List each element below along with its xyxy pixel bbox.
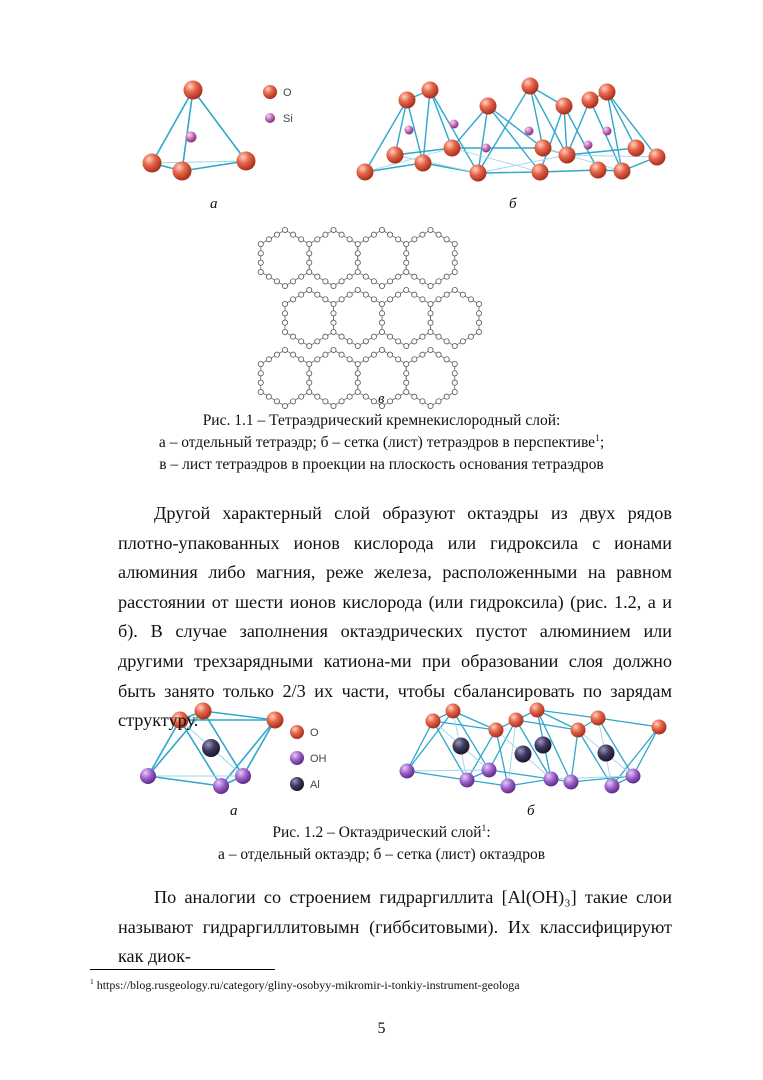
net-node: [363, 357, 368, 362]
net-node: [387, 334, 392, 339]
net-node: [315, 394, 320, 399]
net-node: [299, 237, 304, 242]
net-node: [323, 297, 328, 302]
net-node: [339, 232, 344, 237]
net-node: [266, 394, 271, 399]
net-node: [282, 347, 287, 352]
figure1-caption-line1: Рис. 1.1 – Тетраэдрический кремнекислородный слой:: [202, 412, 561, 429]
net-node: [371, 297, 376, 302]
net-node: [323, 232, 328, 237]
net-node: [452, 380, 457, 385]
net-node: [347, 394, 352, 399]
net-node: [282, 301, 287, 306]
net-node: [331, 283, 336, 288]
net-node: [444, 357, 449, 362]
net-node: [468, 334, 473, 339]
net-node: [282, 329, 287, 334]
net-node: [282, 227, 287, 232]
figure2-caption-line2: а – отдельный октаэдр; б – сетка (лист) октаэдров: [217, 846, 546, 863]
net-node: [339, 334, 344, 339]
net-node: [355, 371, 360, 376]
net-node: [355, 269, 360, 274]
net-node: [323, 352, 328, 357]
net-node: [266, 274, 271, 279]
net-node: [396, 357, 401, 362]
net-node: [387, 232, 392, 237]
net-node: [460, 339, 465, 344]
net-node: [307, 241, 312, 246]
figure1-caption: [0, 410, 763, 476]
net-node: [347, 292, 352, 297]
net-node: [444, 339, 449, 344]
net-node: [404, 361, 409, 366]
net-node: [371, 352, 376, 357]
net-node: [274, 352, 279, 357]
net-node: [274, 279, 279, 284]
figure1-legend: [263, 85, 293, 125]
net-node: [436, 334, 441, 339]
net-node: [371, 399, 376, 404]
net-node: [444, 237, 449, 242]
net-node: [387, 352, 392, 357]
figure2-label-b: б: [527, 803, 535, 819]
page-number: 5: [377, 1020, 386, 1037]
silicon-legend-icon: [265, 113, 275, 123]
net-node: [452, 287, 457, 292]
net-node: [476, 311, 481, 316]
net-node: [307, 343, 312, 348]
net-node: [412, 339, 417, 344]
net-node: [355, 260, 360, 265]
net-node: [396, 274, 401, 279]
net-node: [436, 279, 441, 284]
body-paragraph-1: Другой характерный слой образуют октаэдры из двух рядов плотно-упакованных ионов кислорода или гидроксила с ионами алюминия либо магния, реже железа, расположенными на равном расстоянии от шести ионов кислорода (или гидроксила) (рис. 1.2, а и б). В случае заполнения октаэдрических пустот алюминием или другими трехзарядными катиона-ми при образовании слоя должно быть занято только 2/3 их части, чтобы сбалансировать по зарядам структуру.: [118, 503, 672, 731]
net-node: [258, 251, 263, 256]
net-node: [371, 279, 376, 284]
net-node: [428, 329, 433, 334]
net-node: [290, 297, 295, 302]
net-node: [371, 334, 376, 339]
figure1-caption-line3: в – лист тетраэдров в проекции на плоскость основания тетраэдров: [159, 456, 604, 473]
net-node: [355, 287, 360, 292]
net-node: [363, 292, 368, 297]
net-node: [404, 389, 409, 394]
net-node: [396, 394, 401, 399]
net-node: [363, 394, 368, 399]
net-node: [428, 320, 433, 325]
net-node: [396, 339, 401, 344]
net-node: [282, 283, 287, 288]
net-node: [436, 399, 441, 404]
net-node: [307, 251, 312, 256]
net-node: [452, 371, 457, 376]
net-node: [299, 292, 304, 297]
net-node: [444, 394, 449, 399]
net-node: [315, 357, 320, 362]
net-node: [299, 394, 304, 399]
tetrahedron-diagram: [143, 81, 256, 181]
net-node: [452, 269, 457, 274]
net-node: [266, 357, 271, 362]
net-node: [452, 260, 457, 265]
net-node: [412, 357, 417, 362]
figure2-label-a: а: [230, 803, 238, 819]
net-node: [404, 371, 409, 376]
net-node: [274, 232, 279, 237]
legend-al-label: Al: [310, 779, 320, 791]
net-node: [282, 311, 287, 316]
net-node: [355, 361, 360, 366]
net-node: [290, 334, 295, 339]
legend-o-label: O: [310, 727, 319, 739]
net-node: [331, 347, 336, 352]
net-node: [420, 399, 425, 404]
net-node: [476, 320, 481, 325]
net-node: [404, 343, 409, 348]
net-node: [315, 237, 320, 242]
figure1-label-v: в: [378, 391, 385, 407]
net-node: [331, 227, 336, 232]
net-node: [299, 357, 304, 362]
net-node: [379, 227, 384, 232]
net-node: [379, 283, 384, 288]
net-node: [347, 274, 352, 279]
net-node: [404, 287, 409, 292]
net-node: [452, 251, 457, 256]
figure2-caption-line1: Рис. 1.2 – Октаэдрический слой$^1$:: [272, 822, 491, 841]
net-node: [420, 352, 425, 357]
net-node: [404, 251, 409, 256]
net-node: [452, 241, 457, 246]
net-node: [396, 237, 401, 242]
net-node: [428, 403, 433, 408]
net-node: [452, 389, 457, 394]
net-node: [355, 241, 360, 246]
net-node: [379, 320, 384, 325]
net-node: [355, 251, 360, 256]
net-node: [315, 274, 320, 279]
net-node: [331, 403, 336, 408]
net-node: [282, 403, 287, 408]
net-node: [307, 389, 312, 394]
net-node: [420, 297, 425, 302]
net-node: [428, 347, 433, 352]
net-node: [290, 232, 295, 237]
net-node: [355, 343, 360, 348]
footnote-link[interactable]: https://blog.rusgeology.ru/category/gliny-osobyy-mikromir-i-tonkiy-instrument-geologa: [96, 978, 520, 992]
net-node: [387, 399, 392, 404]
net-node: [412, 292, 417, 297]
net-node: [404, 269, 409, 274]
net-node: [323, 399, 328, 404]
net-node: [258, 269, 263, 274]
net-node: [331, 311, 336, 316]
figure1-caption-line2: а – отдельный тетраэдр; б – сетка (лист) тетраэдров в перспективе$^1$;: [158, 432, 605, 451]
net-node: [412, 274, 417, 279]
net-node: [363, 237, 368, 242]
net-node: [347, 339, 352, 344]
net-node: [290, 399, 295, 404]
aluminium-legend-icon: [290, 777, 304, 791]
net-node: [420, 334, 425, 339]
net-node: [331, 301, 336, 306]
figure1-label-a: а: [210, 196, 218, 212]
net-node: [339, 352, 344, 357]
net-node: [307, 287, 312, 292]
net-node: [355, 380, 360, 385]
net-node: [323, 334, 328, 339]
net-node: [428, 301, 433, 306]
net-node: [290, 279, 295, 284]
legend-oh-label: OH: [310, 753, 327, 765]
footnote-divider: [90, 969, 275, 970]
figure1-label-b: б: [509, 196, 517, 212]
net-node: [347, 237, 352, 242]
net-node: [323, 279, 328, 284]
net-node: [468, 297, 473, 302]
net-node: [299, 274, 304, 279]
net-node: [436, 352, 441, 357]
net-node: [387, 279, 392, 284]
net-node: [412, 394, 417, 399]
net-node: [266, 237, 271, 242]
net-node: [436, 232, 441, 237]
net-node: [363, 274, 368, 279]
net-node: [404, 260, 409, 265]
net-node: [274, 399, 279, 404]
net-node: [355, 389, 360, 394]
footnote: $^1$ https://blog.rusgeology.ru/category/gliny-osobyy-mikromir-i-tonkiy-instrument-geologa: [90, 977, 520, 992]
net-node: [331, 320, 336, 325]
net-node: [379, 329, 384, 334]
net-node: [404, 241, 409, 246]
net-node: [282, 320, 287, 325]
legend-o-label: O: [283, 87, 292, 99]
net-node: [428, 311, 433, 316]
net-node: [363, 339, 368, 344]
net-node: [452, 343, 457, 348]
net-node: [452, 361, 457, 366]
net-node: [307, 361, 312, 366]
net-node: [387, 297, 392, 302]
net-node: [379, 301, 384, 306]
net-node: [436, 297, 441, 302]
net-node: [258, 380, 263, 385]
net-node: [299, 339, 304, 344]
net-node: [315, 339, 320, 344]
tetrahedral-sheet-diagram: [357, 78, 666, 182]
net-node: [420, 279, 425, 284]
net-node: [339, 279, 344, 284]
net-node: [420, 232, 425, 237]
net-node: [460, 292, 465, 297]
net-node: [331, 329, 336, 334]
net-node: [307, 380, 312, 385]
hexagonal-net-diagram: [258, 227, 481, 408]
net-node: [428, 283, 433, 288]
net-node: [258, 361, 263, 366]
net-node: [307, 260, 312, 265]
net-node: [290, 352, 295, 357]
net-node: [347, 357, 352, 362]
net-node: [339, 297, 344, 302]
figure2-caption: [0, 822, 763, 866]
net-node: [258, 389, 263, 394]
net-node: [258, 260, 263, 265]
net-node: [307, 371, 312, 376]
net-node: [258, 371, 263, 376]
net-node: [428, 227, 433, 232]
legend-si-label: Si: [283, 113, 293, 125]
net-node: [307, 269, 312, 274]
net-node: [258, 241, 263, 246]
hydroxyl-legend-icon: [290, 751, 304, 765]
net-node: [444, 292, 449, 297]
net-node: [476, 329, 481, 334]
oxygen-legend-icon: [263, 85, 277, 99]
body-paragraph-2: По аналогии со строением гидраргиллита [Al(OH)₃] такие слои называют гидраргиллитовымн (гиббситовыми). Их классифицируют как диок-: [118, 887, 672, 967]
net-node: [315, 292, 320, 297]
net-node: [379, 347, 384, 352]
net-node: [396, 292, 401, 297]
net-node: [339, 399, 344, 404]
net-node: [412, 237, 417, 242]
net-node: [476, 301, 481, 306]
net-node: [404, 380, 409, 385]
net-node: [371, 232, 376, 237]
net-node: [379, 311, 384, 316]
net-node: [444, 274, 449, 279]
